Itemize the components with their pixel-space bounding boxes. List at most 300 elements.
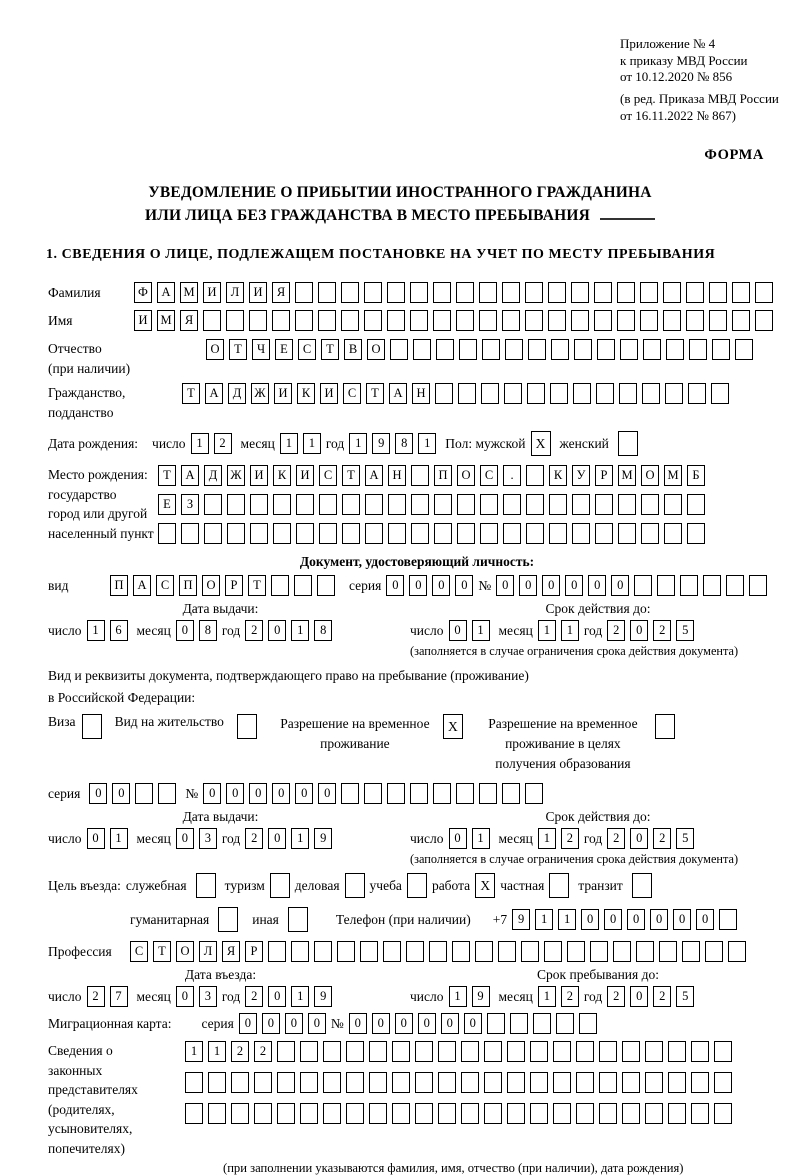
char-cell[interactable]: А	[133, 575, 151, 596]
char-cell[interactable]	[231, 1103, 249, 1124]
char-cell[interactable]	[268, 941, 286, 962]
visa-checkbox[interactable]	[82, 714, 102, 739]
surname-input[interactable]	[134, 282, 773, 303]
char-cell[interactable]	[502, 310, 520, 331]
firstname-input[interactable]	[134, 310, 773, 331]
char-cell[interactable]	[436, 339, 454, 360]
char-cell[interactable]: 2	[607, 620, 625, 641]
char-cell[interactable]	[461, 1103, 479, 1124]
char-cell[interactable]: 1	[291, 828, 309, 849]
char-cell[interactable]	[553, 1072, 571, 1093]
char-cell[interactable]: 0	[588, 575, 606, 596]
purpose-study-checkbox[interactable]	[407, 873, 427, 898]
char-cell[interactable]	[668, 1103, 686, 1124]
char-cell[interactable]: 0	[542, 575, 560, 596]
char-cell[interactable]: 1	[191, 433, 209, 454]
char-cell[interactable]: 2	[254, 1041, 272, 1062]
char-cell[interactable]: Л	[226, 282, 244, 303]
char-cell[interactable]: Т	[158, 465, 176, 486]
char-cell[interactable]: 0	[176, 620, 194, 641]
char-cell[interactable]	[480, 494, 498, 515]
char-cell[interactable]	[594, 310, 612, 331]
char-cell[interactable]: 5	[676, 620, 694, 641]
char-cell[interactable]	[250, 494, 268, 515]
stay-doc-issue-day-input[interactable]	[87, 828, 128, 849]
char-cell[interactable]	[479, 282, 497, 303]
char-cell[interactable]: 0	[89, 783, 107, 804]
char-cell[interactable]	[749, 575, 767, 596]
char-cell[interactable]	[346, 1103, 364, 1124]
char-cell[interactable]	[204, 523, 222, 544]
char-cell[interactable]	[576, 1072, 594, 1093]
char-cell[interactable]	[728, 941, 746, 962]
char-cell[interactable]: К	[549, 465, 567, 486]
stay-doc-number-input[interactable]	[203, 783, 543, 804]
char-cell[interactable]	[525, 282, 543, 303]
doc-issue-month-input[interactable]	[176, 620, 217, 641]
char-cell[interactable]	[438, 1041, 456, 1062]
purpose-humanitarian-checkbox[interactable]	[218, 907, 238, 932]
char-cell[interactable]: 2	[231, 1041, 249, 1062]
char-cell[interactable]	[645, 1072, 663, 1093]
char-cell[interactable]	[663, 282, 681, 303]
char-cell[interactable]	[680, 575, 698, 596]
char-cell[interactable]	[530, 1103, 548, 1124]
char-cell[interactable]: Д	[204, 465, 222, 486]
char-cell[interactable]	[341, 282, 359, 303]
char-cell[interactable]	[640, 310, 658, 331]
char-cell[interactable]: 2	[607, 828, 625, 849]
char-cell[interactable]	[689, 339, 707, 360]
migration-card-number-input[interactable]	[349, 1013, 597, 1034]
char-cell[interactable]: Н	[388, 465, 406, 486]
purpose-official-checkbox[interactable]	[196, 873, 216, 898]
char-cell[interactable]	[294, 575, 312, 596]
char-cell[interactable]	[548, 282, 566, 303]
char-cell[interactable]: Т	[229, 339, 247, 360]
char-cell[interactable]: Р	[225, 575, 243, 596]
char-cell[interactable]	[295, 310, 313, 331]
patronymic-input[interactable]	[206, 339, 753, 360]
char-cell[interactable]	[732, 310, 750, 331]
char-cell[interactable]	[576, 1041, 594, 1062]
char-cell[interactable]	[181, 523, 199, 544]
char-cell[interactable]	[579, 1013, 597, 1034]
char-cell[interactable]: 0	[249, 783, 267, 804]
char-cell[interactable]	[459, 339, 477, 360]
char-cell[interactable]	[576, 1103, 594, 1124]
char-cell[interactable]: 0	[176, 828, 194, 849]
char-cell[interactable]: У	[572, 465, 590, 486]
char-cell[interactable]: .	[503, 465, 521, 486]
char-cell[interactable]: 0	[239, 1013, 257, 1034]
char-cell[interactable]	[438, 1072, 456, 1093]
char-cell[interactable]	[735, 339, 753, 360]
doc-valid-day-input[interactable]	[449, 620, 490, 641]
char-cell[interactable]: Ч	[252, 339, 270, 360]
char-cell[interactable]: Т	[366, 383, 384, 404]
char-cell[interactable]	[599, 1072, 617, 1093]
char-cell[interactable]: Ж	[227, 465, 245, 486]
char-cell[interactable]	[595, 494, 613, 515]
char-cell[interactable]: К	[297, 383, 315, 404]
char-cell[interactable]	[487, 1013, 505, 1034]
char-cell[interactable]	[503, 494, 521, 515]
char-cell[interactable]	[659, 941, 677, 962]
char-cell[interactable]	[618, 494, 636, 515]
char-cell[interactable]: Я	[222, 941, 240, 962]
char-cell[interactable]	[475, 941, 493, 962]
char-cell[interactable]	[481, 383, 499, 404]
purpose-business-checkbox[interactable]	[345, 873, 365, 898]
char-cell[interactable]: 0	[611, 575, 629, 596]
char-cell[interactable]	[346, 1072, 364, 1093]
char-cell[interactable]: 2	[653, 620, 671, 641]
char-cell[interactable]: И	[296, 465, 314, 486]
char-cell[interactable]	[204, 494, 222, 515]
char-cell[interactable]	[688, 383, 706, 404]
char-cell[interactable]: О	[367, 339, 385, 360]
char-cell[interactable]	[507, 1072, 525, 1093]
char-cell[interactable]	[319, 523, 337, 544]
char-cell[interactable]: 0	[203, 783, 221, 804]
char-cell[interactable]	[429, 941, 447, 962]
char-cell[interactable]	[410, 783, 428, 804]
entry-day-input[interactable]	[87, 986, 128, 1007]
char-cell[interactable]	[434, 523, 452, 544]
char-cell[interactable]	[544, 941, 562, 962]
char-cell[interactable]	[642, 383, 660, 404]
stay-doc-issue-year-input[interactable]	[245, 828, 332, 849]
char-cell[interactable]: 0	[418, 1013, 436, 1034]
char-cell[interactable]: 0	[696, 909, 714, 930]
char-cell[interactable]	[507, 1041, 525, 1062]
char-cell[interactable]	[337, 941, 355, 962]
char-cell[interactable]: М	[157, 310, 175, 331]
char-cell[interactable]	[595, 523, 613, 544]
char-cell[interactable]: Н	[412, 383, 430, 404]
char-cell[interactable]: О	[206, 339, 224, 360]
doc-valid-year-input[interactable]	[607, 620, 694, 641]
char-cell[interactable]	[686, 310, 704, 331]
char-cell[interactable]: 1	[472, 620, 490, 641]
char-cell[interactable]: 1	[291, 986, 309, 1007]
char-cell[interactable]	[461, 1041, 479, 1062]
char-cell[interactable]	[551, 339, 569, 360]
char-cell[interactable]: 0	[650, 909, 668, 930]
char-cell[interactable]	[406, 941, 424, 962]
char-cell[interactable]	[755, 282, 773, 303]
char-cell[interactable]	[533, 1013, 551, 1034]
purpose-tourism-checkbox[interactable]	[270, 873, 290, 898]
char-cell[interactable]	[620, 339, 638, 360]
char-cell[interactable]: 1	[349, 433, 367, 454]
char-cell[interactable]: 0	[441, 1013, 459, 1034]
char-cell[interactable]	[434, 494, 452, 515]
char-cell[interactable]: А	[157, 282, 175, 303]
char-cell[interactable]	[388, 523, 406, 544]
char-cell[interactable]	[482, 339, 500, 360]
char-cell[interactable]: Б	[687, 465, 705, 486]
char-cell[interactable]	[479, 310, 497, 331]
char-cell[interactable]	[323, 1103, 341, 1124]
stay-doc-valid-day-input[interactable]	[449, 828, 490, 849]
char-cell[interactable]: 9	[372, 433, 390, 454]
char-cell[interactable]: К	[273, 465, 291, 486]
entry-year-input[interactable]	[245, 986, 332, 1007]
char-cell[interactable]	[484, 1072, 502, 1093]
char-cell[interactable]	[300, 1072, 318, 1093]
char-cell[interactable]	[273, 523, 291, 544]
char-cell[interactable]	[158, 523, 176, 544]
char-cell[interactable]	[364, 783, 382, 804]
temp-residence-checkbox[interactable]: X	[443, 714, 463, 739]
char-cell[interactable]: 9	[512, 909, 530, 930]
char-cell[interactable]: 0	[630, 620, 648, 641]
char-cell[interactable]	[319, 494, 337, 515]
stay-doc-series-input[interactable]	[89, 783, 176, 804]
char-cell[interactable]	[296, 494, 314, 515]
char-cell[interactable]	[360, 941, 378, 962]
char-cell[interactable]	[617, 282, 635, 303]
char-cell[interactable]	[411, 494, 429, 515]
char-cell[interactable]	[185, 1072, 203, 1093]
char-cell[interactable]	[503, 523, 521, 544]
char-cell[interactable]	[369, 1041, 387, 1062]
char-cell[interactable]	[392, 1072, 410, 1093]
char-cell[interactable]: 0	[630, 986, 648, 1007]
char-cell[interactable]: 8	[314, 620, 332, 641]
purpose-transit-checkbox[interactable]	[632, 873, 652, 898]
char-cell[interactable]	[433, 310, 451, 331]
char-cell[interactable]	[433, 282, 451, 303]
char-cell[interactable]: 1	[472, 828, 490, 849]
char-cell[interactable]	[341, 783, 359, 804]
char-cell[interactable]	[392, 1041, 410, 1062]
char-cell[interactable]	[383, 941, 401, 962]
char-cell[interactable]	[300, 1041, 318, 1062]
char-cell[interactable]	[227, 494, 245, 515]
char-cell[interactable]: 0	[176, 986, 194, 1007]
char-cell[interactable]: 1	[291, 620, 309, 641]
char-cell[interactable]: 0	[262, 1013, 280, 1034]
char-cell[interactable]	[548, 310, 566, 331]
char-cell[interactable]	[573, 383, 591, 404]
char-cell[interactable]: М	[180, 282, 198, 303]
char-cell[interactable]	[666, 339, 684, 360]
char-cell[interactable]	[507, 1103, 525, 1124]
char-cell[interactable]	[502, 783, 520, 804]
char-cell[interactable]	[135, 783, 153, 804]
char-cell[interactable]: 6	[110, 620, 128, 641]
char-cell[interactable]: С	[319, 465, 337, 486]
char-cell[interactable]	[714, 1072, 732, 1093]
char-cell[interactable]	[291, 941, 309, 962]
char-cell[interactable]: 1	[303, 433, 321, 454]
char-cell[interactable]: 0	[272, 783, 290, 804]
char-cell[interactable]: 1	[208, 1041, 226, 1062]
char-cell[interactable]: И	[250, 465, 268, 486]
char-cell[interactable]	[479, 783, 497, 804]
char-cell[interactable]	[691, 1072, 709, 1093]
char-cell[interactable]	[714, 1103, 732, 1124]
char-cell[interactable]: 0	[285, 1013, 303, 1034]
char-cell[interactable]	[643, 339, 661, 360]
char-cell[interactable]	[572, 523, 590, 544]
char-cell[interactable]	[599, 1103, 617, 1124]
char-cell[interactable]: 8	[395, 433, 413, 454]
char-cell[interactable]	[364, 310, 382, 331]
char-cell[interactable]	[415, 1103, 433, 1124]
char-cell[interactable]	[250, 523, 268, 544]
char-cell[interactable]: А	[389, 383, 407, 404]
char-cell[interactable]	[640, 282, 658, 303]
birth-year-input[interactable]	[349, 433, 436, 454]
char-cell[interactable]	[530, 1072, 548, 1093]
char-cell[interactable]	[387, 310, 405, 331]
migration-card-series-input[interactable]	[239, 1013, 326, 1034]
char-cell[interactable]	[596, 383, 614, 404]
char-cell[interactable]	[556, 1013, 574, 1034]
char-cell[interactable]	[457, 494, 475, 515]
char-cell[interactable]: 0	[449, 620, 467, 641]
char-cell[interactable]	[526, 523, 544, 544]
char-cell[interactable]	[705, 941, 723, 962]
char-cell[interactable]	[480, 523, 498, 544]
doc-series-input[interactable]	[386, 575, 473, 596]
char-cell[interactable]: 1	[449, 986, 467, 1007]
char-cell[interactable]: 2	[214, 433, 232, 454]
char-cell[interactable]	[231, 1072, 249, 1093]
char-cell[interactable]: 1	[418, 433, 436, 454]
char-cell[interactable]	[390, 339, 408, 360]
temp-residence-edu-checkbox[interactable]	[655, 714, 675, 739]
char-cell[interactable]: 2	[653, 828, 671, 849]
char-cell[interactable]: 0	[496, 575, 514, 596]
char-cell[interactable]: 8	[199, 620, 217, 641]
char-cell[interactable]	[433, 783, 451, 804]
char-cell[interactable]: 1	[561, 620, 579, 641]
char-cell[interactable]	[549, 523, 567, 544]
char-cell[interactable]	[342, 494, 360, 515]
char-cell[interactable]	[295, 282, 313, 303]
char-cell[interactable]: 0	[604, 909, 622, 930]
entry-month-input[interactable]	[176, 986, 217, 1007]
char-cell[interactable]	[277, 1103, 295, 1124]
char-cell[interactable]	[703, 575, 721, 596]
char-cell[interactable]	[530, 1041, 548, 1062]
char-cell[interactable]: 0	[432, 575, 450, 596]
doc-issue-year-input[interactable]	[245, 620, 332, 641]
char-cell[interactable]	[387, 783, 405, 804]
char-cell[interactable]	[641, 523, 659, 544]
char-cell[interactable]	[369, 1103, 387, 1124]
char-cell[interactable]: О	[176, 941, 194, 962]
char-cell[interactable]	[249, 310, 267, 331]
char-cell[interactable]: А	[365, 465, 383, 486]
char-cell[interactable]: 5	[676, 828, 694, 849]
representatives-input-row1[interactable]	[185, 1041, 732, 1062]
stay-doc-valid-month-input[interactable]	[538, 828, 579, 849]
char-cell[interactable]	[622, 1072, 640, 1093]
char-cell[interactable]	[388, 494, 406, 515]
char-cell[interactable]: Л	[199, 941, 217, 962]
char-cell[interactable]	[364, 282, 382, 303]
char-cell[interactable]: С	[156, 575, 174, 596]
char-cell[interactable]	[254, 1103, 272, 1124]
char-cell[interactable]	[502, 282, 520, 303]
char-cell[interactable]: И	[249, 282, 267, 303]
char-cell[interactable]: З	[181, 494, 199, 515]
char-cell[interactable]: Р	[245, 941, 263, 962]
char-cell[interactable]	[641, 494, 659, 515]
char-cell[interactable]: Ф	[134, 282, 152, 303]
char-cell[interactable]	[526, 465, 544, 486]
char-cell[interactable]: 1	[538, 620, 556, 641]
char-cell[interactable]	[203, 310, 221, 331]
char-cell[interactable]	[622, 1041, 640, 1062]
char-cell[interactable]	[594, 282, 612, 303]
char-cell[interactable]	[553, 1041, 571, 1062]
char-cell[interactable]	[410, 282, 428, 303]
sex-male-checkbox[interactable]: X	[531, 431, 551, 456]
char-cell[interactable]	[527, 383, 545, 404]
char-cell[interactable]	[521, 941, 539, 962]
char-cell[interactable]: 0	[409, 575, 427, 596]
char-cell[interactable]	[208, 1103, 226, 1124]
birthplace-input-row2[interactable]	[158, 494, 705, 515]
char-cell[interactable]: 2	[245, 828, 263, 849]
char-cell[interactable]: П	[434, 465, 452, 486]
char-cell[interactable]: Т	[248, 575, 266, 596]
char-cell[interactable]: С	[480, 465, 498, 486]
sex-female-checkbox[interactable]	[618, 431, 638, 456]
char-cell[interactable]: А	[205, 383, 223, 404]
char-cell[interactable]: П	[110, 575, 128, 596]
char-cell[interactable]	[525, 783, 543, 804]
char-cell[interactable]: И	[274, 383, 292, 404]
char-cell[interactable]	[411, 523, 429, 544]
char-cell[interactable]	[438, 1103, 456, 1124]
char-cell[interactable]: 9	[314, 986, 332, 1007]
char-cell[interactable]	[504, 383, 522, 404]
char-cell[interactable]: П	[179, 575, 197, 596]
char-cell[interactable]	[346, 1041, 364, 1062]
char-cell[interactable]	[392, 1103, 410, 1124]
birthplace-input-row1[interactable]	[158, 465, 705, 486]
char-cell[interactable]	[634, 575, 652, 596]
representatives-input-row2[interactable]	[185, 1072, 732, 1093]
char-cell[interactable]: С	[298, 339, 316, 360]
char-cell[interactable]	[457, 523, 475, 544]
char-cell[interactable]: Т	[153, 941, 171, 962]
char-cell[interactable]	[682, 941, 700, 962]
char-cell[interactable]: 2	[245, 986, 263, 1007]
char-cell[interactable]	[226, 310, 244, 331]
char-cell[interactable]: Т	[342, 465, 360, 486]
char-cell[interactable]	[645, 1041, 663, 1062]
char-cell[interactable]: Д	[228, 383, 246, 404]
char-cell[interactable]: 0	[308, 1013, 326, 1034]
char-cell[interactable]	[158, 783, 176, 804]
representatives-input-row3[interactable]	[185, 1103, 732, 1124]
char-cell[interactable]	[456, 783, 474, 804]
char-cell[interactable]: 0	[268, 986, 286, 1007]
char-cell[interactable]	[365, 494, 383, 515]
purpose-work-checkbox[interactable]: X	[475, 873, 495, 898]
char-cell[interactable]	[341, 310, 359, 331]
residence-permit-checkbox[interactable]	[237, 714, 257, 739]
